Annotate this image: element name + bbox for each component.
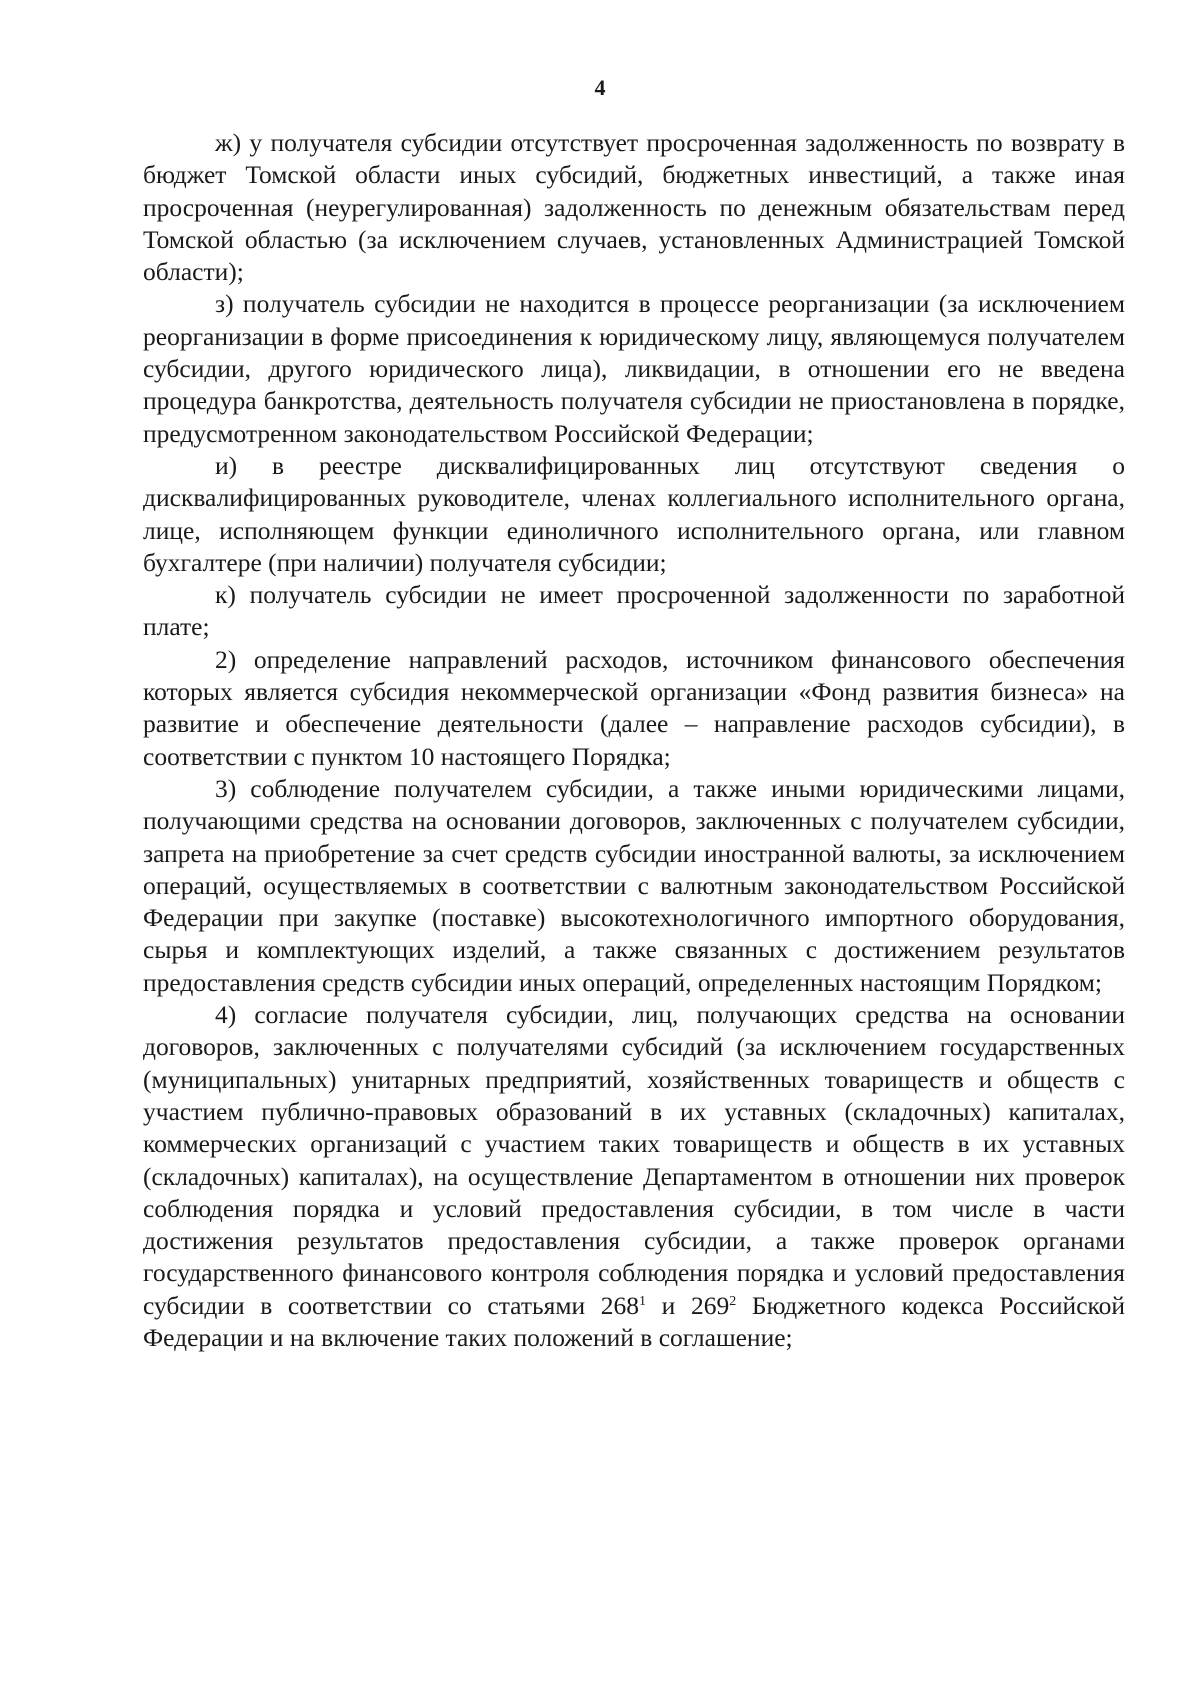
page-number: 4	[594, 75, 606, 100]
paragraph-i: и) в реестре дисквалифицированных лиц отсутствуют сведения о дисквалифицированных руководителе, членах коллегиального исполнительного органа, лице, исполняющем функции единоличного исполнительного органа, или главном бухгалтере (при наличии) получателя субсидии;	[143, 450, 1125, 577]
paragraph-2: 2) определение направлений расходов, источником финансового обеспечения которых является субсидия некоммерческой организации «Фонд развития бизнеса» на развитие и обеспечение деятельности (далее – направление расходов субсидии), в соответствии с пунктом 10 настоящего Порядка;	[143, 644, 1125, 771]
paragraph-z: з) получатель субсидии не находится в процессе реорганизации (за исключением реорганизации в форме присоединения к юридическому лицу, являющемуся получателем субсидии, другого юридического лица), ликвидации, в отношении его не введена процедура банкротства, деятельность получателя субсидии не приостановлена в порядке, предусмотренном законодательством Российской Федерации;	[143, 289, 1125, 448]
superscript-269: 2	[729, 1293, 737, 1309]
paragraph-k: к) получатель субсидии не имеет просроченной задолженности по заработной плате;	[143, 580, 1125, 642]
document-body	[143, 127, 1125, 1354]
paragraph-zh: ж) у получателя субсидии отсутствует просроченная задолженность по возврату в бюджет Томской области иных субсидий, бюджетных инвестиций, а также иная просроченная (неурегулированная) задолженность по денежным обязательствам перед Томской областью (за исключением случаев, установленных Администрацией Томской области);	[143, 128, 1125, 287]
paragraph-4-text-part1: 4) согласие получателя субсидии, лиц, получающих средства на основании договоров, заключенных с получателями субсидий (за исключением государственных (муниципальных) унитарных предприятий, хозяйственных товариществ и обществ с участием публично-правовых образований в их уставных (складочных) капиталах, коммерческих организаций с участием таких товариществ и обществ в их уставных (складочных) капиталах), на осуществление Департаментом в отношении них проверок соблюдения порядка и условий предоставления субсидии, в том числе в части достижения результатов предоставления субсидии, а также проверок органами государственного финансового контроля соблюдения порядка и условий предоставления субсидии в соответствии со статьями 268	[143, 1000, 1125, 1320]
paragraph-3: 3) соблюдение получателем субсидии, а также иными юридическими лицами, получающими средства на основании договоров, заключенных с получателем субсидии, запрета на приобретение за счет средств субсидии иностранной валюты, за исключением операций, осуществляемых в соответствии с валютным законодательством Российской Федерации при закупке (поставке) высокотехнологичного импортного оборудования, сырья и комплектующих изделий, а также связанных с достижением результатов предоставления средств субсидии иных операций, определенных настоящим Порядком;	[143, 773, 1125, 997]
paragraph-4-text-part2: и 269	[646, 1290, 730, 1320]
paragraph-4-text-part3: Бюджетного кодекса Российской Федерации и на включение таких положений в соглашение;	[143, 1290, 1126, 1352]
paragraph-4	[143, 999, 1125, 1354]
superscript-268: 1	[639, 1293, 646, 1309]
